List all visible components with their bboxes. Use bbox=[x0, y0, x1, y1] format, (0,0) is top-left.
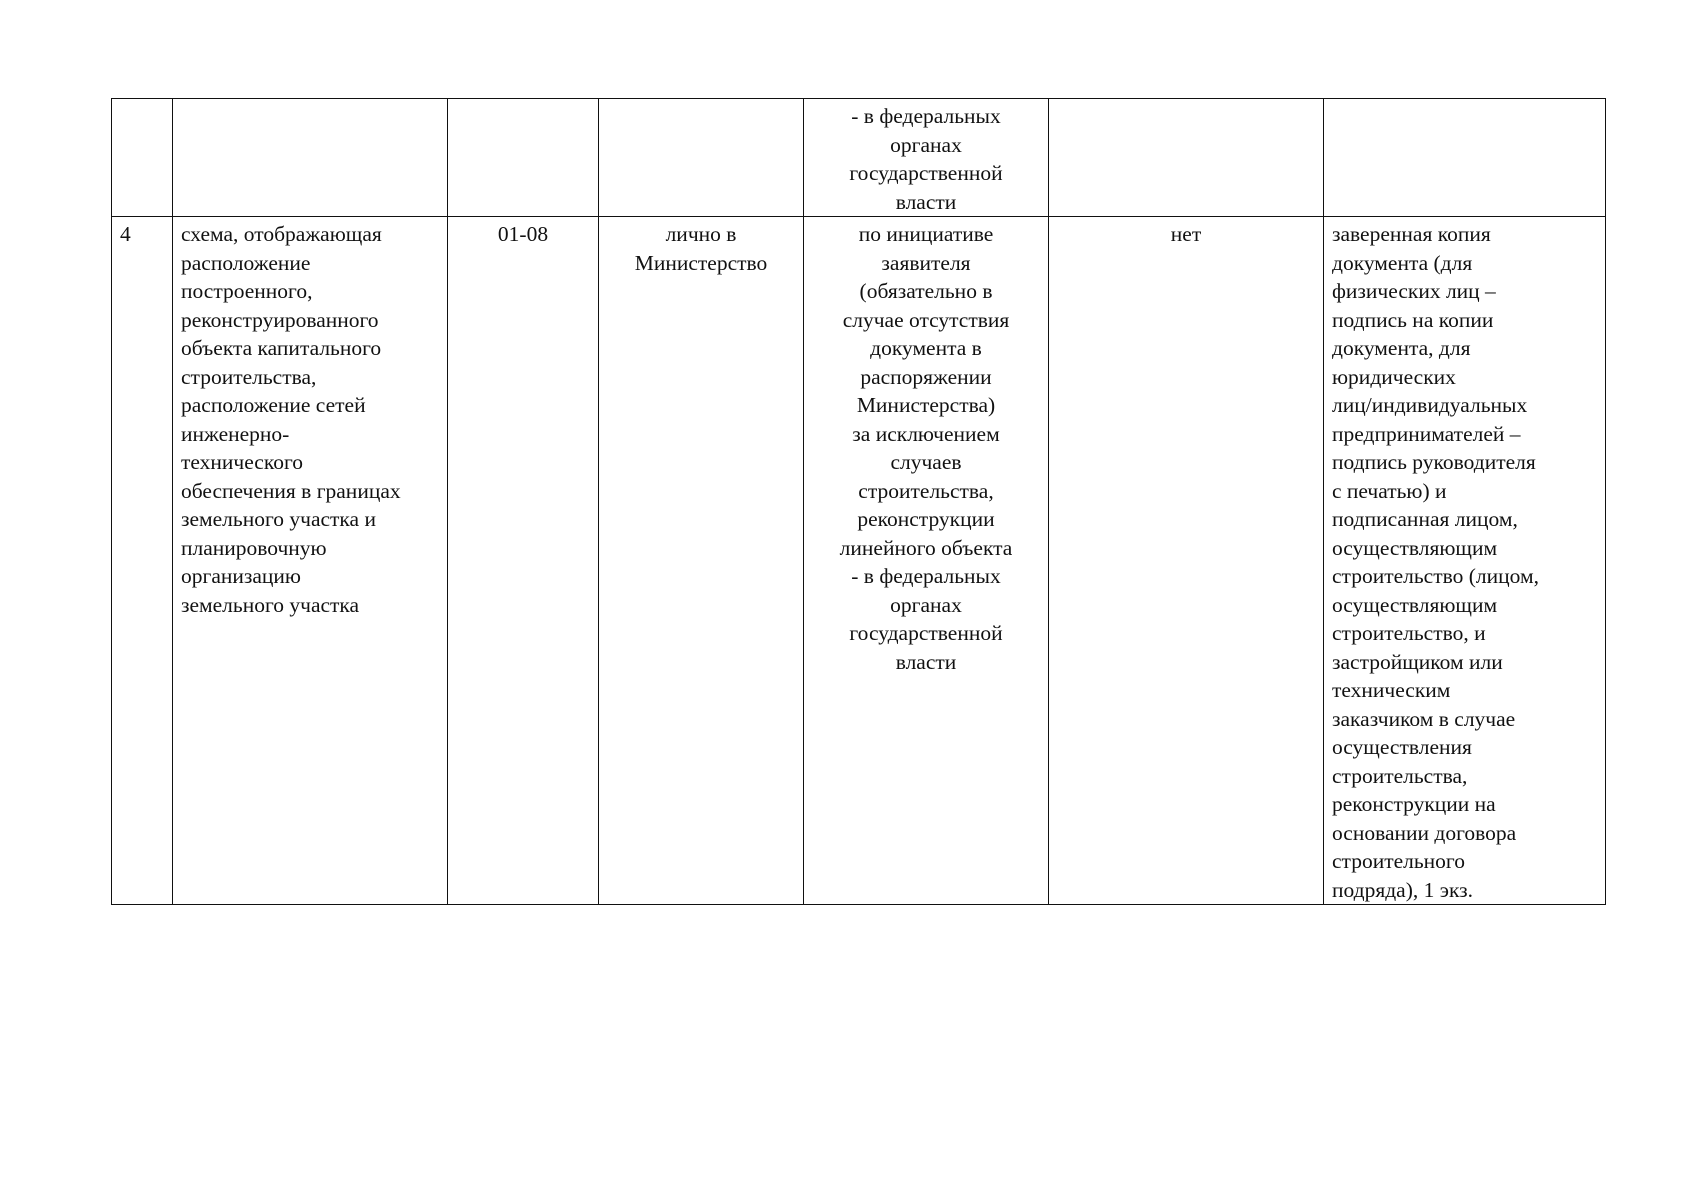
documents-table bbox=[111, 98, 1606, 905]
cell-code bbox=[448, 99, 599, 217]
cell-form bbox=[1324, 99, 1606, 217]
cell-requirement: нет bbox=[1049, 217, 1324, 905]
cell-submission-method: лично в Министерство bbox=[599, 217, 804, 905]
cell-code: 01-08 bbox=[448, 217, 599, 905]
table-row bbox=[112, 99, 1606, 217]
cell-number: 4 bbox=[112, 217, 173, 905]
cell-form: заверенная копия документа (для физических лиц – подпись на копии документа, для юридических лиц/индивидуальных предпринимателей – подпись руководителя с печатью) и подписанная лицом, осуществляющим строительство (лицом, осуществляющим строительство, и застройщиком или техническим заказчиком в случае осуществления строительства, реконструкции на основании договора строительного подряда), 1 экз. bbox=[1324, 217, 1606, 905]
cell-submission-method bbox=[599, 99, 804, 217]
cell-requirement bbox=[1049, 99, 1324, 217]
table-row bbox=[112, 217, 1606, 905]
cell-number bbox=[112, 99, 173, 217]
cell-document-name: схема, отображающая расположение построенного, реконструированного объекта капитального строительства, расположение сетей инженерно- технического обеспечения в границах земельного участка и планировочную организацию земельного участка bbox=[173, 217, 448, 905]
cell-submission-basis: по инициативе заявителя (обязательно в случае отсутствия документа в распоряжении Министерства) за исключением случаев строительства, реконструкции линейного объекта - в федеральных органах государственной власти bbox=[804, 217, 1049, 905]
cell-document-name bbox=[173, 99, 448, 217]
cell-submission-basis: - в федеральных органах государственной власти bbox=[804, 99, 1049, 217]
